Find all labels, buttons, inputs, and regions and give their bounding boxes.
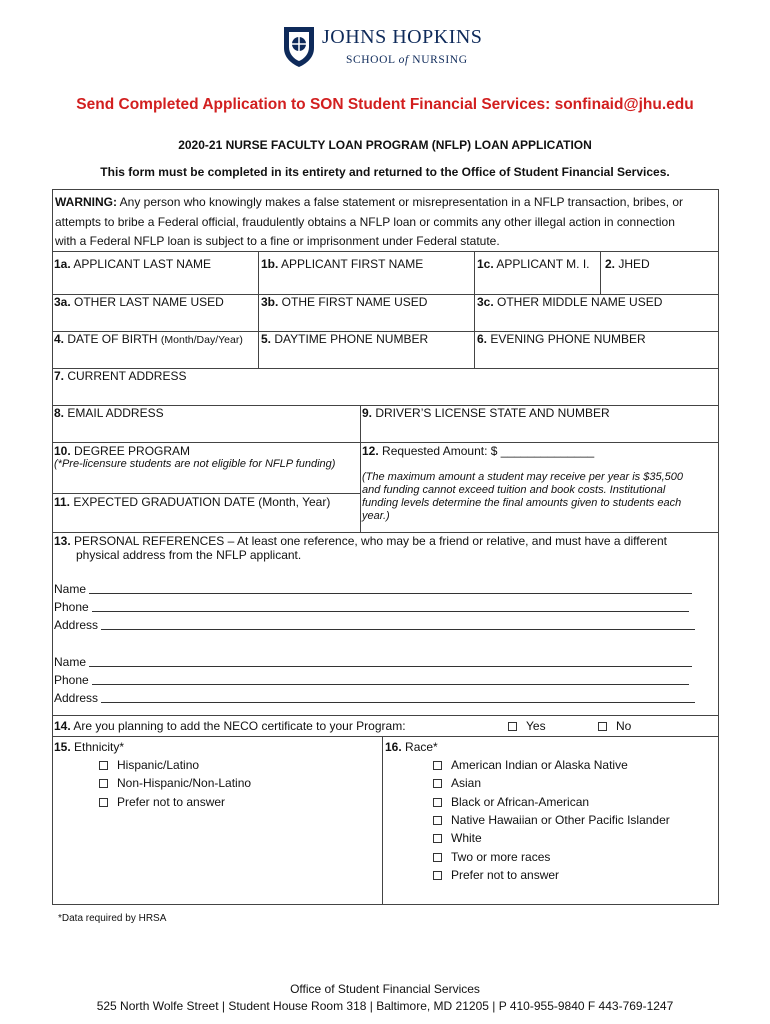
checkbox-icon xyxy=(433,871,442,880)
neco-no-checkbox[interactable]: No xyxy=(598,719,631,733)
field-1c-applicant-mi[interactable]: 1c. APPLICANT M. I. xyxy=(477,257,590,271)
race-option[interactable]: Asian xyxy=(433,776,481,790)
checkbox-icon xyxy=(433,816,442,825)
field-3b-other-first-name[interactable]: 3b. OTHE FIRST NAME USED xyxy=(261,295,428,309)
reference-2-name[interactable]: Name xyxy=(54,655,692,669)
neco-yes-checkbox[interactable]: Yes xyxy=(508,719,546,733)
divider xyxy=(52,715,719,716)
warning-line-3: with a Federal NFLP loan is subject to a fine or imprisonment under Federal statute. xyxy=(55,234,500,248)
field-10-degree-program[interactable]: 10. DEGREE PROGRAM xyxy=(54,444,191,458)
reference-1-address[interactable]: Address xyxy=(54,618,695,632)
checkbox-icon xyxy=(433,834,442,843)
checkbox-icon xyxy=(433,853,442,862)
footnote: *Data required by HRSA xyxy=(58,913,167,924)
field-7-current-address[interactable]: 7. CURRENT ADDRESS xyxy=(54,369,187,383)
amount-note-line-1: (The maximum amount a student may receive per year is $35,500 xyxy=(362,471,683,483)
field-12-requested-amount[interactable]: 12. Requested Amount: $ ______________ xyxy=(362,444,595,458)
race-option[interactable]: Two or more races xyxy=(433,850,550,864)
divider xyxy=(258,251,259,368)
amount-note-line-2: and funding cannot exceed tuition and book costs. Institutional xyxy=(362,484,666,496)
checkbox-icon xyxy=(433,798,442,807)
divider xyxy=(600,251,601,294)
divider xyxy=(52,442,719,443)
field-6-evening-phone[interactable]: 6. EVENING PHONE NUMBER xyxy=(477,332,646,346)
send-notice: Send Completed Application to SON Student Financial Services: sonfinaid@jhu.edu xyxy=(76,96,694,113)
ethnicity-option[interactable]: Hispanic/Latino xyxy=(99,758,199,772)
divider xyxy=(52,736,719,737)
field-14-neco-certificate: 14. Are you planning to add the NECO certificate to your Program: xyxy=(54,719,406,733)
divider xyxy=(52,251,719,252)
divider xyxy=(360,405,361,532)
divider xyxy=(52,493,360,494)
form-subtitle: This form must be completed in its entirety and returned to the Office of Student Financial Services. xyxy=(100,165,670,179)
university-shield-icon xyxy=(282,24,316,68)
personal-references-line-2: physical address from the NFLP applicant. xyxy=(76,548,302,562)
field-9-drivers-license[interactable]: 9. DRIVER’S LICENSE STATE AND NUMBER xyxy=(362,406,610,420)
ethnicity-option[interactable]: Non-Hispanic/Non-Latino xyxy=(99,776,251,790)
reference-2-address[interactable]: Address xyxy=(54,691,695,705)
logo-wordmark: JOHNS HOPKINS xyxy=(322,26,483,48)
race-option[interactable]: American Indian or Alaska Native xyxy=(433,758,628,772)
field-16-race: 16. Race* xyxy=(385,740,438,754)
logo-subtitle: SCHOOL of NURSING xyxy=(346,54,468,66)
checkbox-icon xyxy=(433,779,442,788)
reference-1-phone[interactable]: Phone xyxy=(54,600,689,614)
ethnicity-option[interactable]: Prefer not to answer xyxy=(99,795,225,809)
field-8-email-address[interactable]: 8. EMAIL ADDRESS xyxy=(54,406,164,420)
field-11-expected-graduation[interactable]: 11. EXPECTED GRADUATION DATE (Month, Year) xyxy=(54,495,331,509)
reference-1-name[interactable]: Name xyxy=(54,582,692,596)
footer-address: 525 North Wolfe Street | Student House Room 318 | Baltimore, MD 21205 | P 410-955-9840 F 443-769-1247 xyxy=(96,999,674,1013)
field-4-date-of-birth[interactable]: 4. DATE OF BIRTH (Month/Day/Year) xyxy=(54,332,243,346)
race-option[interactable]: Native Hawaiian or Other Pacific Islander xyxy=(433,813,670,827)
checkbox-icon xyxy=(508,722,517,731)
race-option[interactable]: Black or African-American xyxy=(433,795,589,809)
form-title: 2020-21 NURSE FACULTY LOAN PROGRAM (NFLP) LOAN APPLICATION xyxy=(178,138,592,152)
field-1b-applicant-first-name[interactable]: 1b. APPLICANT FIRST NAME xyxy=(261,257,424,271)
warning-line-2: attempts to bribe a Federal official, fraudulently obtains a NFLP loan or commits any other illegal action in connection xyxy=(55,215,675,229)
field-1a-applicant-last-name[interactable]: 1a. APPLICANT LAST NAME xyxy=(54,257,211,271)
divider xyxy=(52,532,719,533)
degree-program-note: (*Pre-licensure students are not eligible for NFLP funding) xyxy=(54,458,336,470)
reference-2-phone[interactable]: Phone xyxy=(54,673,689,687)
warning-line-1: WARNING: Any person who knowingly makes a false statement or misrepresentation in a NFLP transaction, bribes, or xyxy=(55,195,684,209)
logo xyxy=(282,24,502,72)
divider xyxy=(474,251,475,368)
footer-office: Office of Student Financial Services xyxy=(290,982,480,996)
field-5-daytime-phone[interactable]: 5. DAYTIME PHONE NUMBER xyxy=(261,332,429,346)
checkbox-icon xyxy=(99,761,108,770)
amount-note-line-3: funding levels determine the final amounts given to students each xyxy=(362,497,682,509)
race-option[interactable]: Prefer not to answer xyxy=(433,868,559,882)
amount-note-line-4: year.) xyxy=(362,510,390,522)
race-option[interactable]: White xyxy=(433,831,482,845)
checkbox-icon xyxy=(99,779,108,788)
checkbox-icon xyxy=(99,798,108,807)
field-13-personal-references: 13. PERSONAL REFERENCES – At least one reference, who may be a friend or relative, and must have a different xyxy=(54,534,667,548)
field-3c-other-middle-name[interactable]: 3c. OTHER MIDDLE NAME USED xyxy=(477,295,663,309)
checkbox-icon xyxy=(433,761,442,770)
field-15-ethnicity: 15. Ethnicity* xyxy=(54,740,125,754)
checkbox-icon xyxy=(598,722,607,731)
divider xyxy=(382,736,383,905)
field-3a-other-last-name[interactable]: 3a. OTHER LAST NAME USED xyxy=(54,295,224,309)
field-2-jhed[interactable]: 2. JHED xyxy=(605,257,650,271)
